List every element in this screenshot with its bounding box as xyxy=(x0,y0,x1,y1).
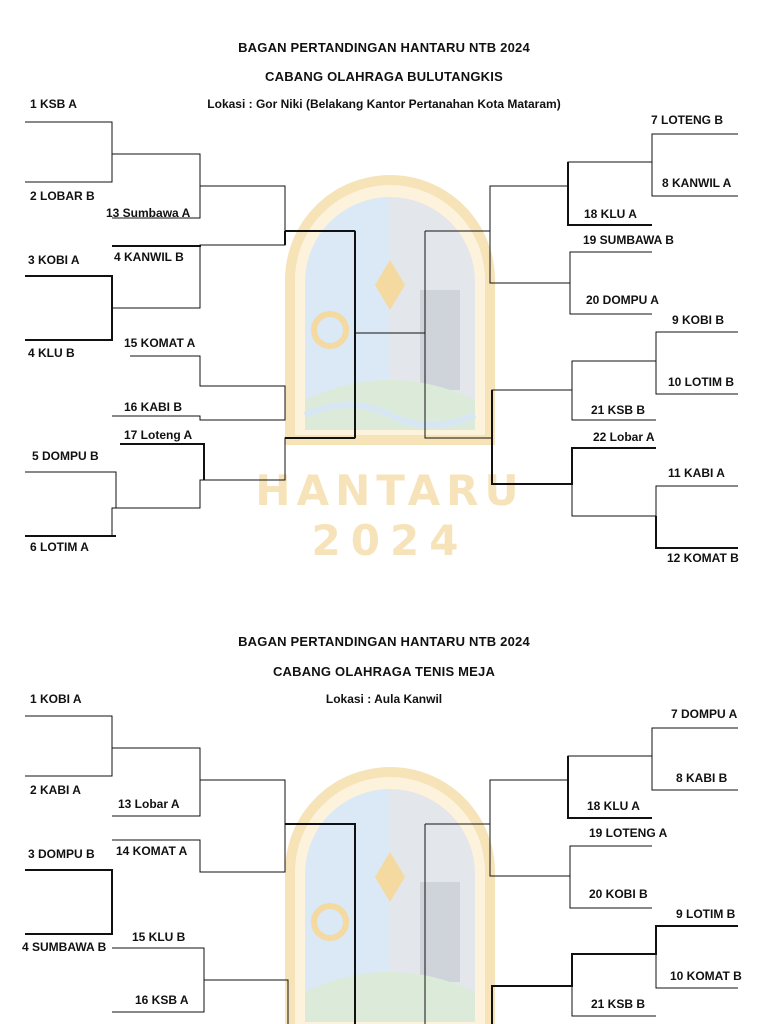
team-label: 2 LOBAR B xyxy=(30,189,95,203)
team-label: 18 KLU A xyxy=(587,799,640,813)
team-label: 13 Lobar A xyxy=(118,797,180,811)
team-label: 7 LOTENG B xyxy=(651,113,724,127)
team-label: 17 Loteng A xyxy=(124,428,193,442)
team-label: 12 KOMAT B xyxy=(667,551,739,565)
team-label: 7 DOMPU A xyxy=(671,707,738,721)
team-label: 18 KLU A xyxy=(584,207,637,221)
team-label: 20 DOMPU A xyxy=(586,293,659,307)
team-label: 9 KOBI B xyxy=(672,313,725,327)
bracket-2-location: Lokasi : Aula Kanwil xyxy=(325,692,443,706)
team-label: 1 KSB A xyxy=(30,97,77,111)
team-label: 11 KABI A xyxy=(668,466,725,480)
team-label: 13 Sumbawa A xyxy=(106,206,191,220)
team-label: 10 LOTIM B xyxy=(668,375,735,389)
bracket-1-title: BAGAN PERTANDINGAN HANTARU NTB 2024 xyxy=(238,40,530,55)
team-label: 22 Lobar A xyxy=(593,430,655,444)
team-label: 8 KABI B xyxy=(676,771,728,785)
team-label: 15 KOMAT A xyxy=(124,336,196,350)
team-label: 21 KSB B xyxy=(591,403,646,417)
team-label: 10 KOMAT B xyxy=(670,969,742,983)
team-label: 4 KANWIL B xyxy=(114,250,184,264)
bracket-2-sport: CABANG OLAHRAGA TENIS MEJA xyxy=(272,664,496,679)
watermark-text-hantaru: HANTARU xyxy=(255,466,525,515)
team-label: 5 DOMPU B xyxy=(32,449,99,463)
team-label: 8 KANWIL A xyxy=(662,176,732,190)
bracket-2-title: BAGAN PERTANDINGAN HANTARU NTB 2024 xyxy=(238,634,530,649)
team-label: 19 SUMBAWA B xyxy=(583,233,674,247)
team-label: 4 KLU B xyxy=(28,346,75,360)
team-label: 15 KLU B xyxy=(132,930,186,944)
team-label: 4 SUMBAWA B xyxy=(22,940,107,954)
team-label: 16 KABI B xyxy=(124,400,183,414)
bracket-1-sport: CABANG OLAHRAGA BULUTANGKIS xyxy=(265,69,503,84)
team-label: 3 KOBI A xyxy=(28,253,80,267)
team-label: 3 DOMPU B xyxy=(28,847,95,861)
team-label: 20 KOBI B xyxy=(589,887,648,901)
watermark-text-year: 2024 xyxy=(311,516,469,565)
team-label: 2 KABI A xyxy=(30,783,81,797)
team-label: 1 KOBI A xyxy=(30,692,82,706)
team-label: 16 KSB A xyxy=(135,993,189,1007)
team-label: 21 KSB B xyxy=(591,997,646,1011)
team-label: 9 LOTIM B xyxy=(676,907,736,921)
team-label: 6 LOTIM A xyxy=(30,540,89,554)
team-label: 14 KOMAT A xyxy=(116,844,188,858)
bracket-1-location: Lokasi : Gor Niki (Belakang Kantor Pertanahan Kota Mataram) xyxy=(207,97,561,111)
team-label: 19 LOTENG A xyxy=(589,826,668,840)
